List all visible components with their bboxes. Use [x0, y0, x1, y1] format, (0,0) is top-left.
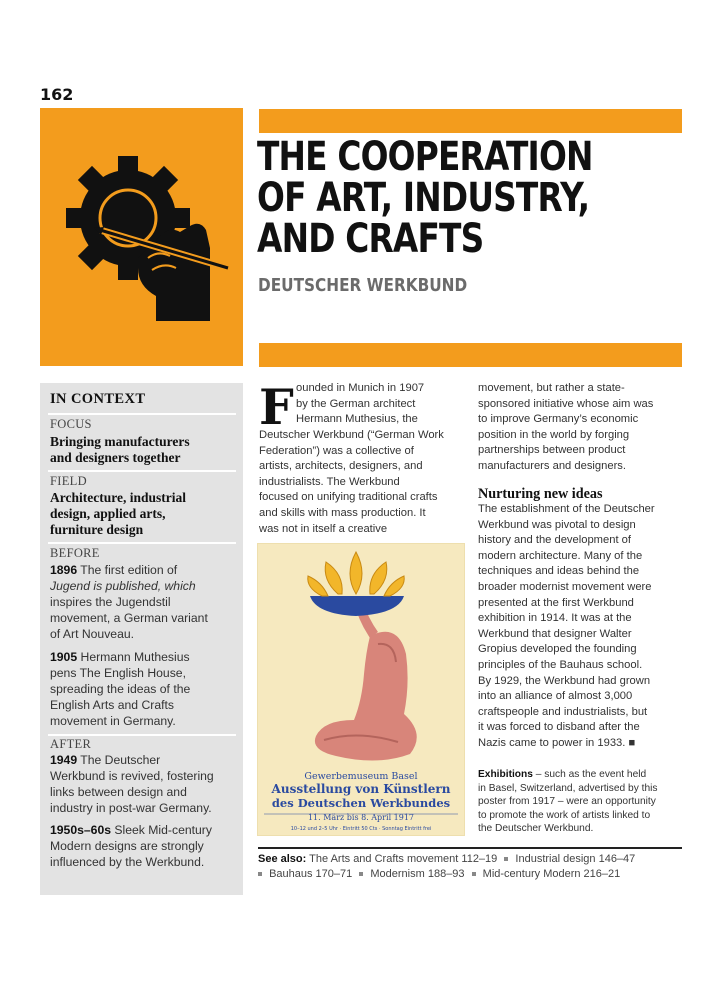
poster-text-line5: 10–12 und 2–5 Uhr · Eintritt 50 Cts · Sonntag Eintritt frei — [290, 826, 432, 832]
context-heading: IN CONTEXT — [50, 391, 146, 407]
poster-text-line4: 11. März bis 8. April 1917 — [307, 813, 415, 822]
see-also-link[interactable]: The Arts and Crafts movement 112–19 — [309, 853, 498, 865]
see-also-link[interactable]: Mid-century Modern 216–21 — [482, 868, 621, 880]
see-also-link[interactable]: Modernism 188–93 — [370, 868, 465, 880]
bullet-icon — [472, 872, 476, 876]
body-col2-top: movement, but rather a state- sponsored initiative whose aim was to improve Germany’s economic position in the world by forging partnerships between product manufacturers and designers. — [478, 382, 654, 472]
exhibition-poster-image — [258, 544, 464, 835]
section-heading: Nurturing new ideas — [478, 486, 603, 502]
before-1896-entry: 1896 The first edition of Jugend is published, which inspires the Jugendstil movement, a German variant of Art Nouveau. — [50, 563, 208, 641]
see-also — [258, 852, 688, 882]
image-caption: Exhibitions – such as the event held in Basel, Switzerland, advertised by this poster from 1917 – were an opportunity to promote the work of artists linked to the Deutscher Werkbund. — [478, 769, 658, 835]
page-number: 162 — [40, 85, 74, 104]
body-col1-top: ounded in Munich in 1907 by the German architect Hermann Muthesius, the — [296, 382, 425, 426]
see-also-link[interactable]: Bauhaus 170–71 — [269, 868, 353, 880]
before-label: BEFORE — [50, 546, 100, 560]
before-1905-entry: 1905 Hermann Muthesius pens The English House, spreading the ideas of the English Arts and Crafts movement in Germany. — [50, 650, 191, 728]
focus-text: Bringing manufacturers and designers together — [50, 434, 190, 465]
divider — [48, 734, 236, 736]
see-also-link[interactable]: Industrial design 146–47 — [515, 853, 636, 865]
accent-bar-top — [259, 109, 682, 133]
after-label: AFTER — [50, 737, 92, 751]
see-also-label: See also: — [258, 853, 307, 865]
focus-label: FOCUS — [50, 417, 92, 431]
divider — [48, 542, 236, 544]
bullet-icon — [359, 872, 363, 876]
drop-cap: F — [259, 378, 294, 436]
page-title: THE COOPERATION OF ART, INDUSTRY, AND CRAFTS — [257, 134, 593, 262]
after-1950-entry: 1950s–60s Sleek Mid-century Modern designs are strongly influenced by the Werkbund. — [50, 823, 212, 869]
accent-bar-bottom — [259, 343, 682, 367]
after-1949-entry: 1949 The Deutscher Werkbund is revived, fostering links between design and industry in post-war Germany. — [50, 753, 214, 815]
divider — [48, 413, 236, 415]
poster-text-line2: Ausstellung von Künstlern — [271, 782, 451, 796]
poster-text-line3: des Deutschen Werkbundes — [271, 796, 451, 810]
field-text: Architecture, industrial design, applied arts, furniture design — [50, 490, 186, 537]
divider — [48, 470, 236, 472]
poster-artwork — [258, 544, 464, 835]
page-subtitle: DEUTSCHER WERKBUND — [258, 275, 468, 296]
divider — [258, 847, 682, 849]
bullet-icon — [504, 857, 508, 861]
icon-panel — [40, 108, 243, 366]
bullet-icon — [258, 872, 262, 876]
poster-text-line1: Gewerbemuseum Basel — [304, 771, 418, 782]
field-label: FIELD — [50, 474, 87, 488]
gear-hand-pencil-icon — [40, 108, 243, 366]
body-col2: The establishment of the Deutscher Werkbund was pivotal to design history and the development of modern architecture. Many of the techniques and ideas behind the broader modernist movement were presented at the first Werkbund exhibition in 1914. It was at the Werkbund that designer Walter Gropius developed the founding principles of the Bauhaus school. By 1929, the Werkbund had grown into an alliance of almost 3,000 craftspeople and industrialists, but it was forced to disband after the Nazis came to power in 1933. ■ — [478, 503, 655, 749]
body-col1: Deutscher Werkbund (“German Work Federation”) was a collective of artists, architects, designers, and industrialists. The Werkbund focused on unifying traditional crafts and skills with mass production. It was not in itself a creative — [259, 429, 444, 535]
